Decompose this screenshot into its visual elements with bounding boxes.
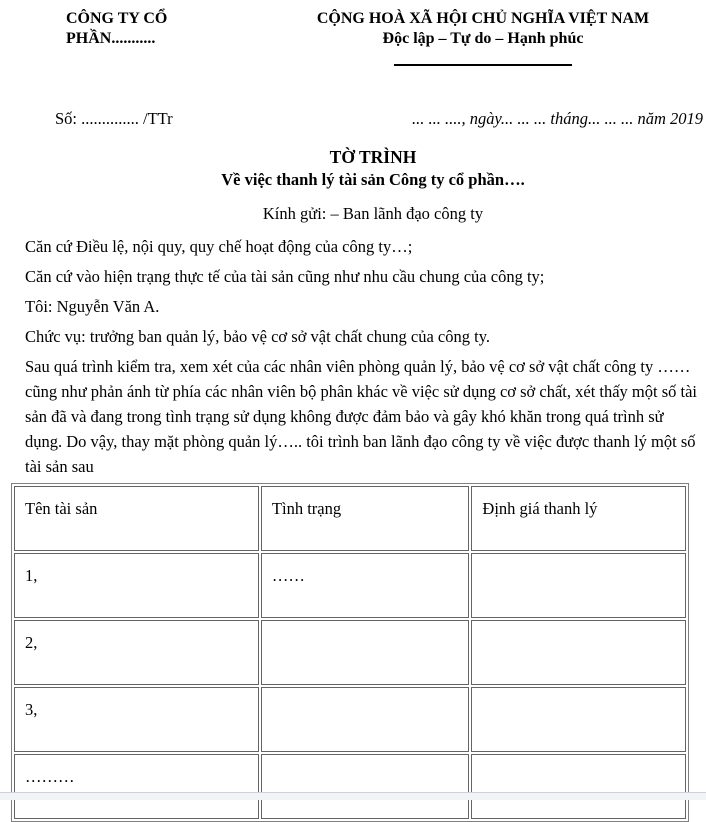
company-name: CÔNG TY CỔ PHẦN........... <box>66 10 168 47</box>
date-line: ... ... ...., ngày... ... ... tháng... ... ... năm 2019 <box>411 109 703 128</box>
national-motto-line2: Độc lập – Tự do – Hạnh phúc <box>382 30 584 47</box>
paragraph: Căn cứ Điều lệ, nội quy, quy chế hoạt động của công ty…; <box>25 237 413 256</box>
table-header-cell: Tên tài sản <box>14 486 259 551</box>
table-cell <box>471 553 686 618</box>
table-row <box>14 620 686 685</box>
national-header <box>270 9 696 66</box>
table-row <box>14 687 686 752</box>
table-row <box>14 553 686 618</box>
table-row <box>14 754 686 819</box>
table-header-cell: Định giá thanh lý <box>471 486 686 551</box>
table-cell <box>471 687 686 752</box>
table-header-cell: Tình trạng <box>261 486 469 551</box>
paragraph: Chức vụ: trưởng ban quản lý, bảo vệ cơ sở vật chất chung của công ty. <box>25 327 490 346</box>
table-cell: ……… <box>14 754 259 819</box>
header-divider <box>394 64 572 66</box>
viewport-bottom-strip <box>0 792 706 800</box>
asset-table <box>11 483 689 822</box>
paragraph: Sau quá trình kiểm tra, xem xét của các nhân viên phòng quản lý, bảo vệ cơ sở vật chất công ty …… cũng như phản ánh từ phía các nhân viên bộ phân khác về việc sử dụng cơ sở chất, xét thấy một số tài sản đã và đang trong tình trạng sử dụng không được đảm bảo và gây khó khăn trong quá trình sử dụng. Do vậy, thay mặt phòng quản lý….. tôi trình ban lãnh đạo công ty về việc được thanh lý một số tài sản sau <box>25 357 698 476</box>
table-cell: 3, <box>14 687 259 752</box>
table-cell <box>471 620 686 685</box>
table-header-row <box>14 486 686 551</box>
document-title: TỜ TRÌNH <box>329 147 417 167</box>
document-subtitle: Về việc thanh lý tài sản Công ty cổ phần…. <box>221 170 525 189</box>
paragraph: Căn cứ vào hiện trạng thực tế của tài sản cũng như nhu cầu chung của công ty; <box>25 267 545 286</box>
recipient-line: Kính gửi: – Ban lãnh đạo công ty <box>262 204 484 223</box>
table-cell <box>471 754 686 819</box>
table-cell: …… <box>261 553 469 618</box>
table-cell <box>261 687 469 752</box>
national-motto-line1: CỘNG HOÀ XÃ HỘI CHỦ NGHĨA VIỆT NAM <box>316 10 650 27</box>
document-number: Số: .............. /TTr <box>55 109 173 128</box>
paragraph: Tôi: Nguyễn Văn A. <box>25 297 160 316</box>
table-cell <box>261 620 469 685</box>
title-block <box>40 147 706 224</box>
table-cell <box>261 754 469 819</box>
table-cell: 1, <box>14 553 259 618</box>
document-body <box>25 234 701 484</box>
table-cell: 2, <box>14 620 259 685</box>
